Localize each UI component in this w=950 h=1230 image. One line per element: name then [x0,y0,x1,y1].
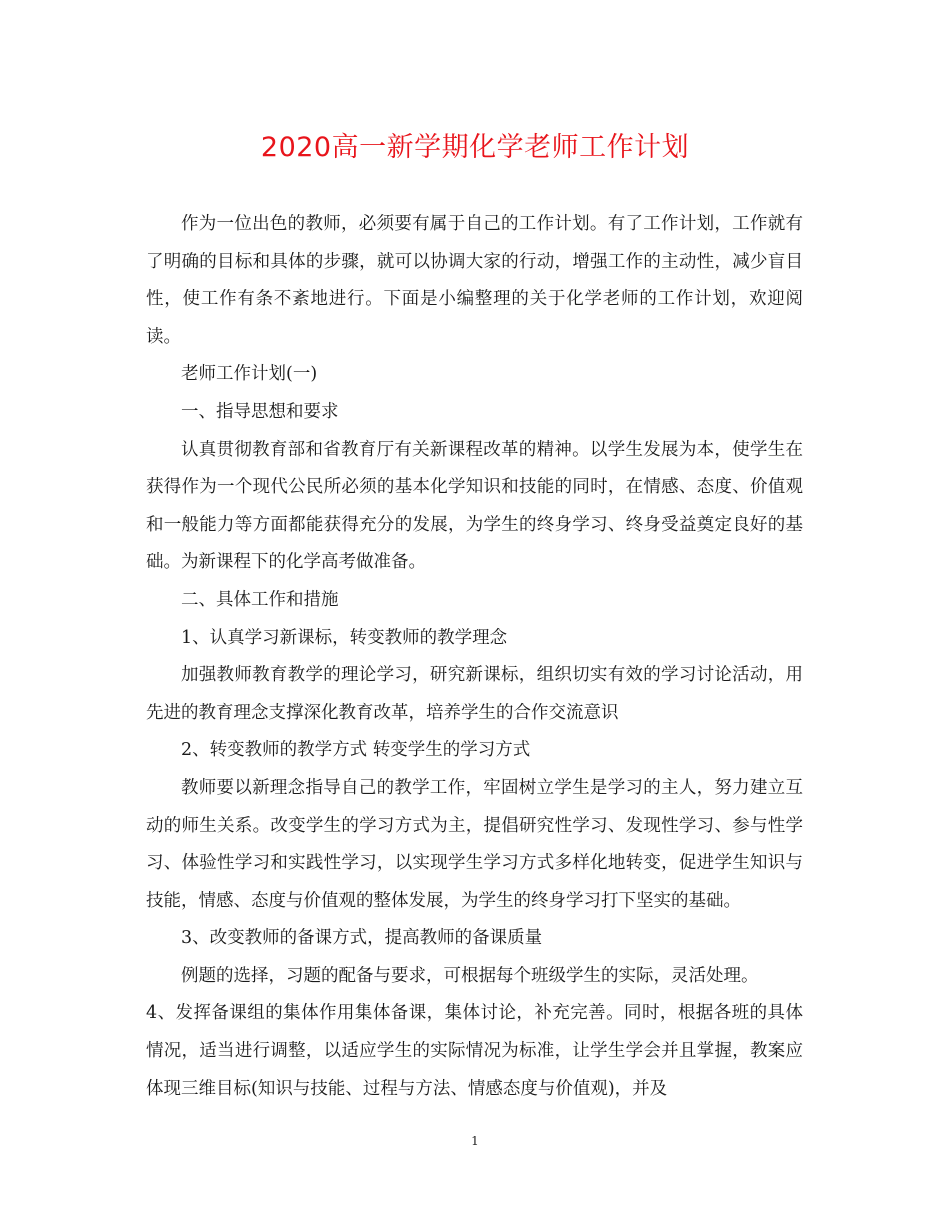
section-heading-plan-one: 老师工作计划(一) [181,364,318,385]
list-item-heading: 3、改变教师的备课方式，提高教师的备课质量 [181,928,543,949]
body-paragraph: 认真贯彻教育部和省教育厅有关新课程改革的精神。以学生发展为本，使学生在获得作为一个现代公民所必须的基本化学知识和技能的同时，在情感、态度、价值观和一般能力等方面都能获得充分的发展，为学生的终身学习、终身受益奠定良好的基础。为新课程下的化学高考做准备。 [146,439,803,573]
page-title: 2020高一新学期化学老师工作计划 [260,132,690,163]
page-number: 1 [471,1134,479,1148]
document-body [146,206,803,1108]
body-paragraph: 例题的选择，习题的配备与要求，可根据每个班级学生的实际，灵活处理。 [181,965,759,986]
list-item-heading: 1、认真学习新课标，转变教师的教学理念 [181,627,508,648]
body-paragraph: 4、发挥备课组的集体作用集体备课，集体讨论，补充完善。同时，根据各班的具体情况，适当进行调整，以适应学生的实际情况为标准，让学生学会并且掌握，教案应体现三维目标(知识与技能、过程与方法、情感态度与价值观)，并及 [146,1003,803,1099]
body-paragraph: 教师要以新理念指导自己的教学工作，牢固树立学生是学习的主人，努力建立互动的师生关系。改变学生的学习方式为主，提倡研究性学习、发现性学习、参与性学习、体验性学习和实践性学习，以实现学生学习方式多样化地转变，促进学生知识与技能，情感、态度与价值观的整体发展，为学生的终身学习打下坚实的基础。 [146,777,803,911]
intro-paragraph: 作为一位出色的教师，必须要有属于自己的工作计划。有了工作计划，工作就有了明确的目标和具体的步骤，就可以协调大家的行动，增强工作的主动性，减少盲目性，使工作有条不紊地进行。下面是小编整理的关于化学老师的工作计划，欢迎阅读。 [146,214,803,347]
body-paragraph: 加强教师教育教学的理论学习，研究新课标，组织切实有效的学习讨论活动，用先进的教育理念支撑深化教育改革，培养学生的合作交流意识 [146,665,803,723]
list-item-heading: 2、转变教师的教学方式 转变学生的学习方式 [181,740,531,761]
section-heading-measures: 二、具体工作和措施 [181,589,339,610]
section-heading-guiding-ideas: 一、指导思想和要求 [181,401,339,422]
